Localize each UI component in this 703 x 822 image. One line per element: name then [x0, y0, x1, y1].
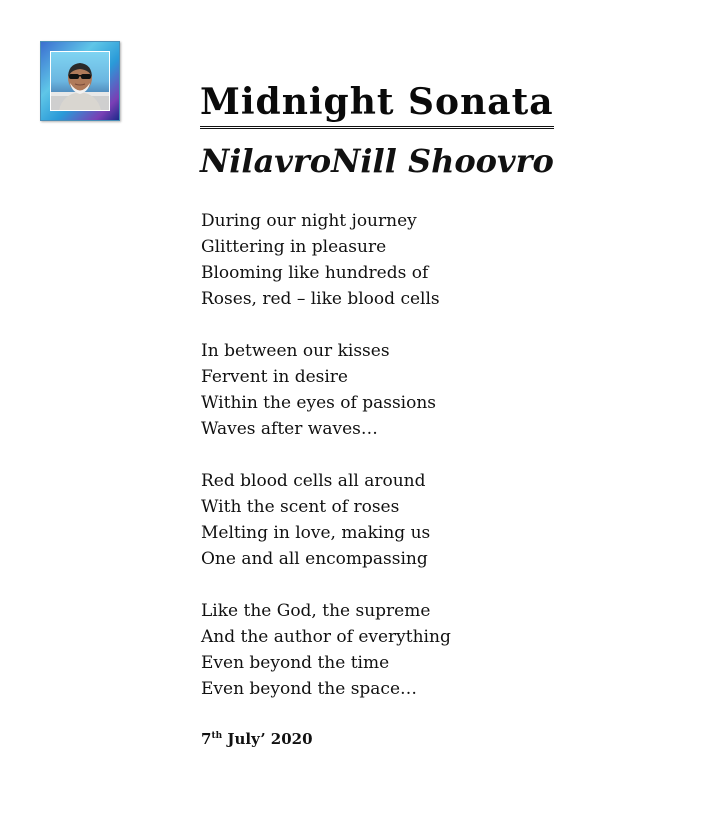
- poem-date: [201, 728, 313, 750]
- poem-line: Even beyond the time: [201, 653, 390, 673]
- portrait-illustration: [51, 52, 109, 110]
- poem-author: NilavroNill Shoovro: [200, 142, 554, 180]
- poem-line: In between our kisses: [201, 341, 390, 361]
- date-day-suffix: th: [211, 731, 223, 741]
- poem-line: Waves after waves…: [201, 419, 378, 439]
- poem-line: Roses, red – like blood cells: [201, 289, 440, 309]
- stanza: [201, 468, 581, 572]
- poem-line: Within the eyes of passions: [201, 393, 437, 413]
- stanza: [201, 338, 581, 442]
- poem-line: During our night journey: [201, 211, 417, 231]
- date-day: 7: [201, 730, 212, 748]
- date-rest: July’ 2020: [222, 730, 313, 748]
- poem-body: [201, 208, 581, 728]
- author-photo: [40, 41, 120, 121]
- poem-line: Glittering in pleasure: [201, 237, 387, 257]
- poem-line: Like the God, the supreme: [201, 601, 431, 621]
- author-portrait: [50, 51, 110, 111]
- poem-line: Red blood cells all around: [201, 471, 426, 491]
- poem-line: Blooming like hundreds of: [201, 263, 429, 283]
- poem-line: Fervent in desire: [201, 367, 348, 387]
- poem-line: With the scent of roses: [201, 497, 400, 517]
- poem-line: Even beyond the space…: [201, 679, 418, 699]
- stanza: [201, 208, 581, 312]
- poem-line: And the author of everything: [201, 627, 451, 647]
- stanza: [201, 598, 581, 702]
- poem-line: Melting in love, making us: [201, 523, 431, 543]
- poem-title: Midnight Sonata: [200, 80, 554, 129]
- poem-line: One and all encompassing: [201, 549, 428, 569]
